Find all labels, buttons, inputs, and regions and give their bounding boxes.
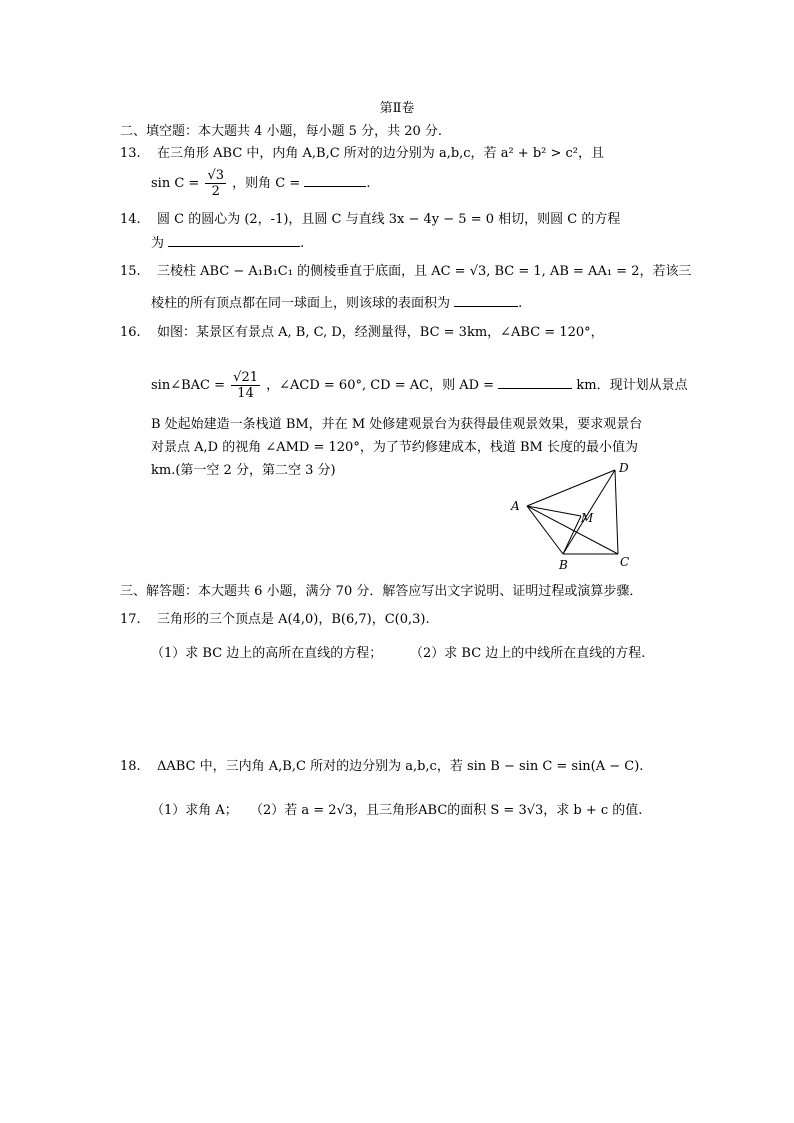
- edge-ac: [527, 506, 618, 554]
- q14-line1: 圆 C 的圆心为 (2，-1)，且圆 C 与直线 3x − 4y − 5 = 0 相切，则圆 C 的方程: [157, 212, 621, 227]
- q16-number: 16.: [120, 325, 141, 340]
- q13-line2: [151, 168, 371, 199]
- q16-angle-acd: ，∠ACD = 60°, CD = AC，则 AD =: [266, 378, 495, 393]
- q16-line3: B 处起始建造一条栈道 BM，并在 M 处修建观景台为获得最佳观景效果，要求观景台: [151, 417, 643, 432]
- edge-cd: [615, 470, 618, 554]
- q13-fraction: [205, 168, 226, 199]
- part-title: 第Ⅱ卷: [379, 101, 415, 116]
- q16-line2: [151, 370, 688, 401]
- q18-line1: ΔABC 中，三内角 A,B,C 所对的边分别为 a,b,c，若 sin B − sin C = sin(A − C).: [157, 759, 644, 774]
- q18-part2: （2）若 a = 2√3，且三角形ABC的面积 S = 3√3，求 b + c 的值.: [250, 803, 643, 818]
- q14-line2: [151, 234, 304, 252]
- q16-figure: [505, 458, 650, 573]
- q18-number: 18.: [120, 759, 141, 774]
- label-d: D: [619, 461, 629, 475]
- q15-line2-text: 棱柱的所有顶点都在同一球面上，则该球的表面积为: [151, 296, 451, 311]
- q17-number: 17.: [120, 612, 141, 627]
- q17-part1: （1）求 BC 边上的高所在直线的方程；: [151, 646, 383, 661]
- edge-ad: [527, 470, 615, 506]
- q13-frac-bot: 2: [211, 184, 220, 199]
- q13-answer-blank[interactable]: [304, 174, 366, 187]
- q15-end: .: [518, 296, 523, 311]
- q14-number: 14.: [120, 212, 141, 227]
- q14-wei: 为: [151, 236, 165, 251]
- edge-bm: [563, 516, 581, 554]
- q15-line2: [151, 294, 522, 312]
- q13-angle-c: ，则角 C =: [232, 176, 301, 191]
- q16-line4: 对景点 A,D 的视角 ∠AMD = 120°，为了节约修建成本，栈道 BM 长度的最小值为: [151, 440, 638, 455]
- q16-answer-blank-1[interactable]: [498, 376, 572, 389]
- edge-ab: [527, 506, 563, 554]
- q18-part1: （1）求角 A；: [151, 803, 238, 818]
- q13-sin-c: sin C =: [151, 176, 200, 191]
- label-m: M: [581, 511, 594, 525]
- q16-fraction: [231, 370, 260, 401]
- label-a: A: [511, 499, 520, 513]
- section-fill-blank-heading: 二、填空题：本大题共 4 小题，每小题 5 分，共 20 分.: [120, 124, 443, 139]
- q17-line1: 三角形的三个顶点是 A(4,0)，B(6,7)，C(0,3).: [157, 612, 430, 627]
- q17-part2: （2）求 BC 边上的中线所在直线的方程.: [410, 646, 646, 661]
- q13-number: 13.: [120, 146, 141, 161]
- q16-km-plan: km．现计划从景点: [576, 378, 688, 393]
- q16-frac-bot: 14: [237, 386, 254, 401]
- q16-line5: km.(第一空 2 分，第二空 3 分): [151, 463, 336, 478]
- q13-frac-top: √3: [207, 168, 225, 183]
- q15-answer-blank[interactable]: [454, 294, 518, 307]
- q14-answer-blank[interactable]: [168, 234, 300, 247]
- q14-end: .: [300, 236, 305, 251]
- q15-line1: 三棱柱 ABC − A₁B₁C₁ 的侧棱垂直于底面，且 AC = √3, BC = 1, AB = AA₁ = 2，若该三: [157, 264, 692, 279]
- q16-frac-top: √21: [233, 370, 258, 385]
- q16-sin-bac: sin∠BAC =: [151, 378, 226, 393]
- section-solve-heading: 三、解答题：本大题共 6 小题，满分 70 分．解答应写出文字说明、证明过程或演算步骤．: [120, 584, 643, 599]
- label-b: B: [559, 558, 568, 572]
- q15-number: 15.: [120, 264, 141, 279]
- edge-am: [527, 506, 581, 516]
- q13-line1: 在三角形 ABC 中，内角 A,B,C 所对的边分别为 a,b,c，若 a² + b² > c²，且: [157, 146, 604, 161]
- label-c: C: [620, 555, 630, 569]
- q16-line1: 如图：某景区有景点 A, B, C, D，经测量得，BC = 3km，∠ABC = 120°，: [157, 325, 604, 340]
- q13-end: .: [366, 176, 371, 191]
